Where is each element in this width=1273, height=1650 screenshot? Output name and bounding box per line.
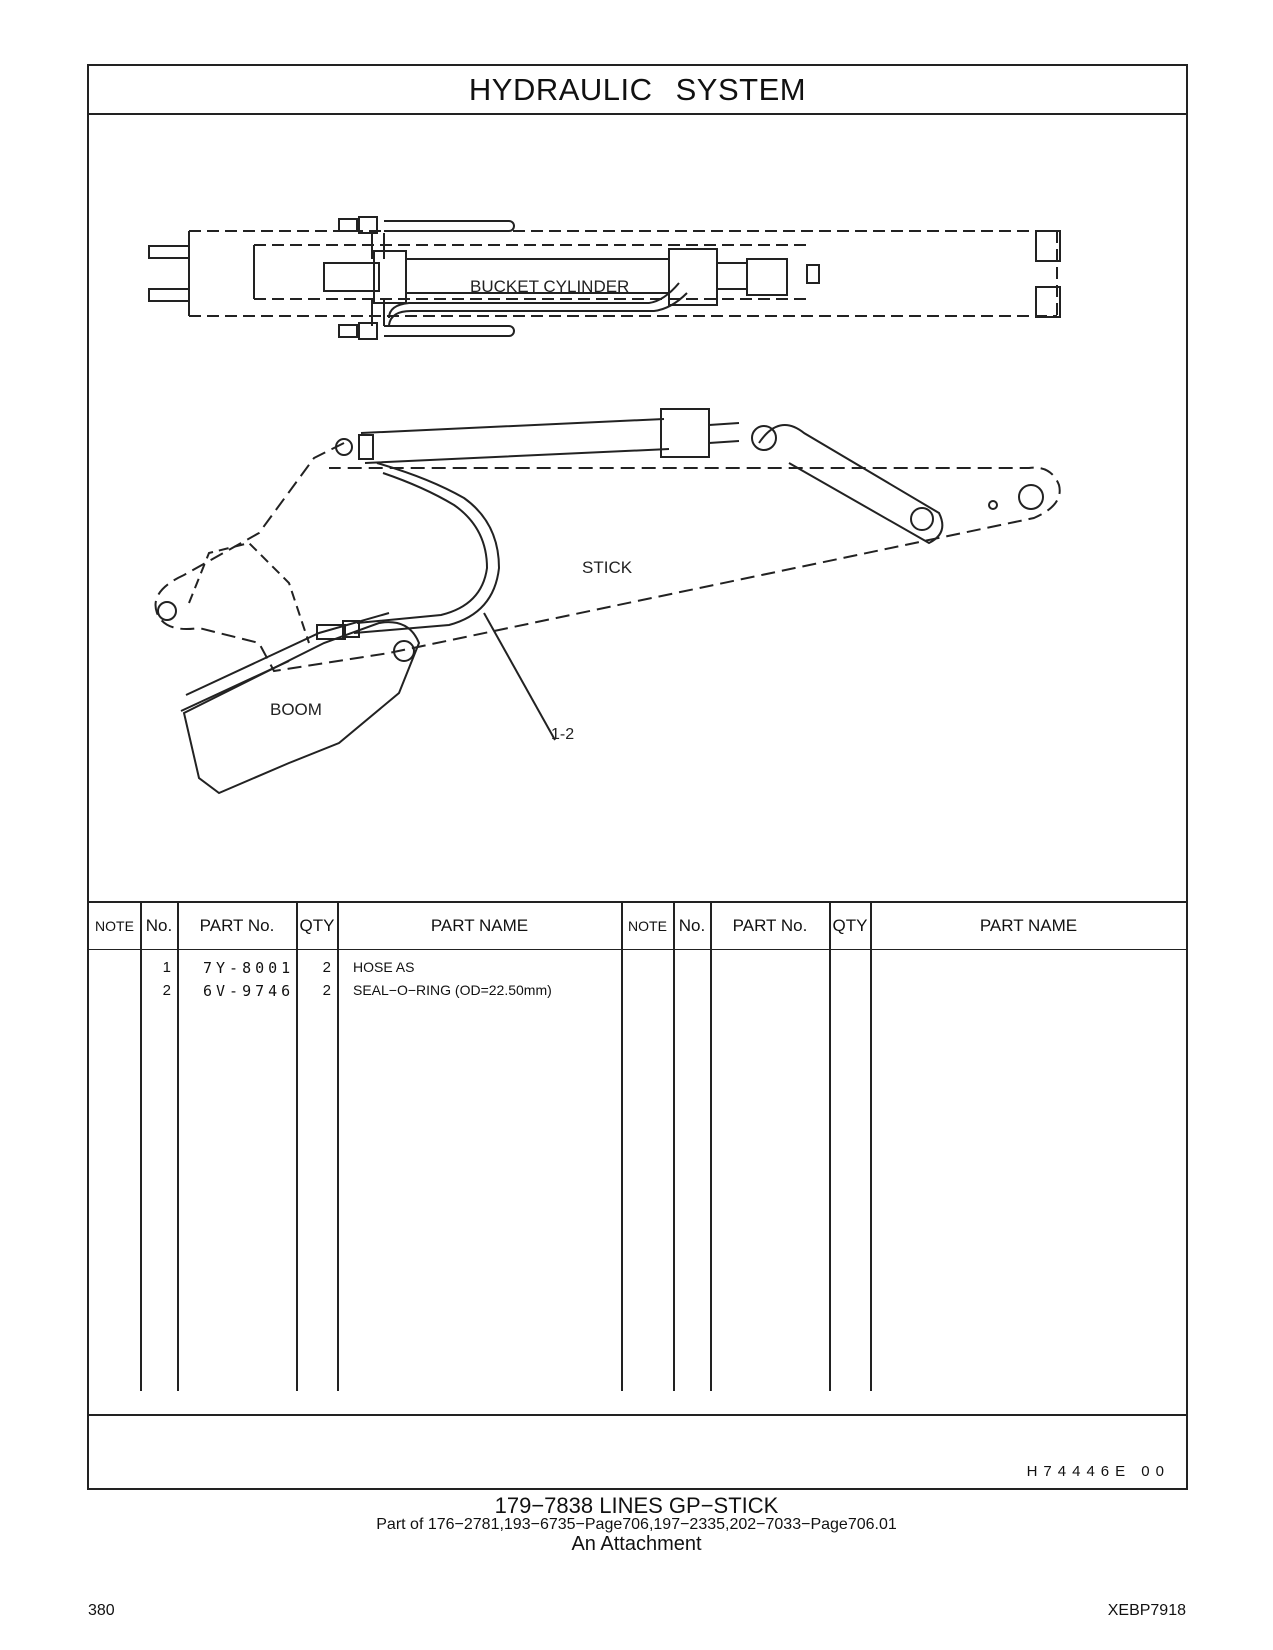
page-frame bbox=[87, 64, 1188, 1490]
row-1-part-name: HOSE AS bbox=[353, 959, 415, 975]
header-no: No. bbox=[145, 916, 173, 935]
header-qty-right: QTY bbox=[832, 916, 868, 935]
row-1-part-no: 7Y-8001 bbox=[203, 959, 295, 977]
row-2-qty: 2 bbox=[322, 982, 331, 999]
illustration-code-area bbox=[89, 1414, 1186, 1492]
row-2-no: 2 bbox=[162, 982, 171, 999]
row-1-qty: 2 bbox=[322, 959, 331, 976]
parts-illustration bbox=[89, 113, 1186, 901]
illustration-code: H74446E 00 bbox=[1026, 1463, 1170, 1480]
caption-attachment: An Attachment bbox=[571, 1533, 702, 1555]
row-2-part-name: SEAL−O−RING (OD=22.50mm) bbox=[353, 982, 552, 998]
side-view-drawing bbox=[156, 409, 1060, 793]
callout-label: 1-2 bbox=[551, 726, 575, 743]
caption-title: 179−7838 LINES GP−STICK bbox=[494, 1493, 779, 1518]
label-boom: BOOM bbox=[270, 700, 322, 719]
header-part-name-right: PART NAME bbox=[979, 916, 1078, 935]
caption-parent-parts: Part of 176−2781,193−6735−Page706,197−2335,202−7033−Page706.01 bbox=[376, 1516, 897, 1533]
page-title: HYDRAULIC SYSTEM bbox=[89, 66, 1186, 115]
page-number: 380 bbox=[88, 1602, 115, 1619]
label-stick: STICK bbox=[582, 558, 633, 577]
parts-table bbox=[89, 901, 1186, 1416]
header-qty: QTY bbox=[299, 916, 335, 935]
header-note-right: NOTE bbox=[628, 918, 667, 934]
document-id: XEBP7918 bbox=[1107, 1602, 1186, 1619]
header-no-right: No. bbox=[678, 916, 706, 935]
row-1-no: 1 bbox=[162, 959, 171, 976]
row-2-part-no: 6V-9746 bbox=[203, 982, 295, 1000]
label-bucket-cylinder: BUCKET CYLINDER bbox=[470, 277, 630, 296]
header-note: NOTE bbox=[95, 918, 134, 934]
header-part-no-right: PART No. bbox=[732, 916, 808, 935]
header-part-name: PART NAME bbox=[430, 916, 529, 935]
header-part-no: PART No. bbox=[199, 916, 275, 935]
